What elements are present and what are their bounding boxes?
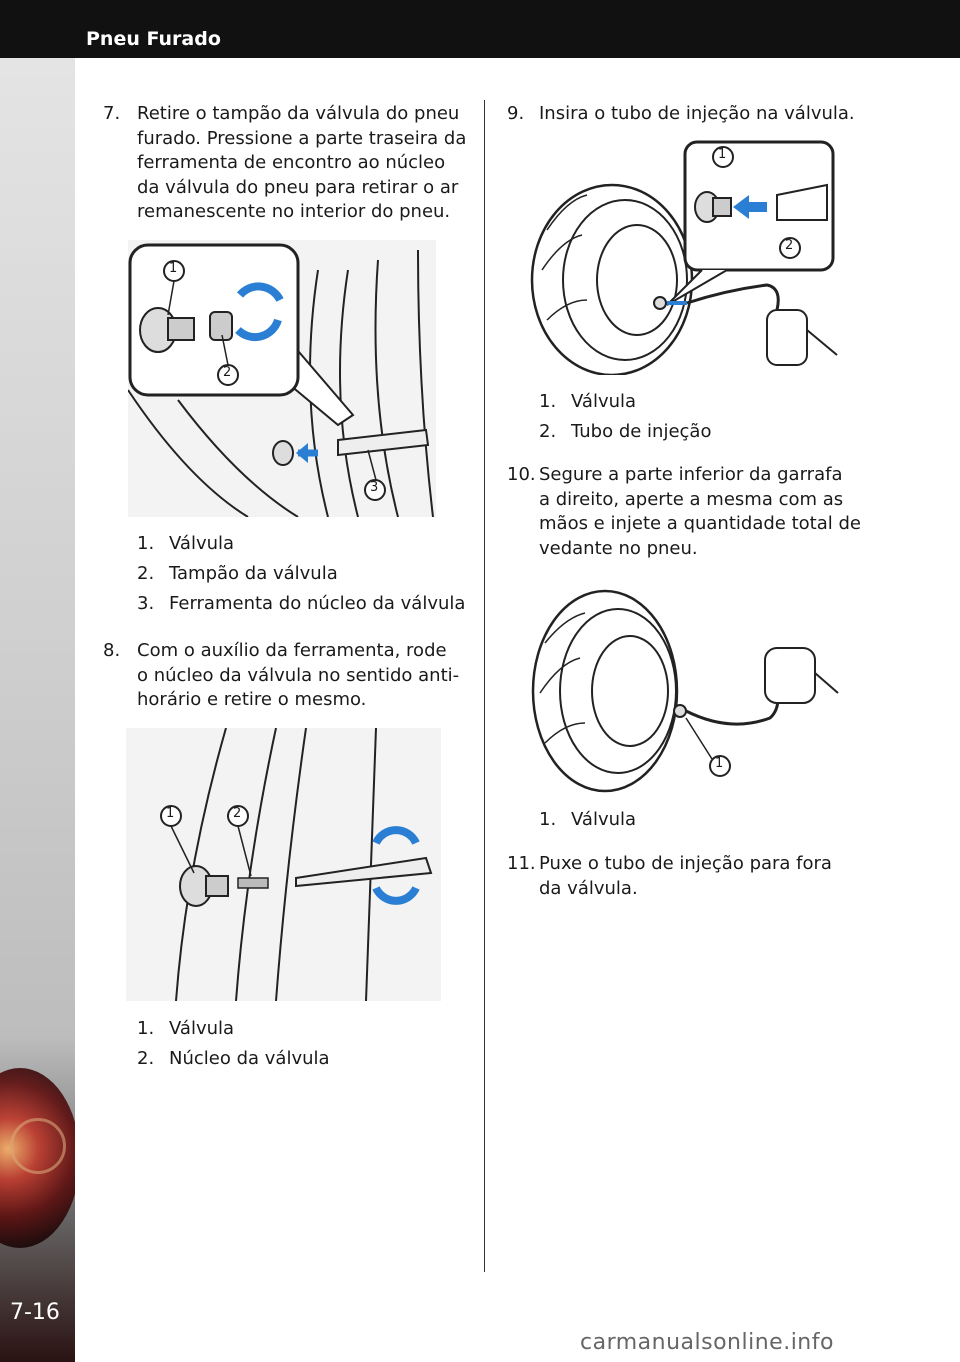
step-line: ferramenta de encontro ao núcleo: [137, 152, 446, 173]
side-decoration: [0, 58, 75, 1362]
figure-3-illustration: [527, 140, 845, 375]
callout-1: 1: [715, 756, 724, 771]
callout-2: 2: [223, 365, 232, 380]
callout-1: 1: [166, 806, 175, 821]
step-line: mãos e injete a quantidade total de: [539, 513, 861, 534]
step-line: Segure a parte inferior da garrafa: [539, 464, 843, 485]
callout-1: 1: [718, 147, 727, 162]
step-line: vedante no pneu.: [539, 537, 698, 559]
legend-figure-2: [137, 1014, 477, 1074]
legend-item: 2. Tampão da válvula: [137, 563, 338, 584]
step-line: da válvula do pneu para retirar o ar: [137, 176, 459, 198]
figure-1-illustration: [128, 240, 436, 517]
legend-figure-3: [539, 387, 919, 447]
step-number: 9.: [507, 103, 525, 124]
step-11: [507, 852, 947, 902]
callout-1: 1: [169, 261, 178, 276]
legend-item: 1. Válvula: [539, 809, 637, 830]
step-7: [103, 102, 473, 227]
step-line: Insira o tubo de injeção na válvula.: [539, 103, 855, 124]
step-number: 7.: [103, 103, 121, 124]
page-number: 7-16: [10, 1300, 60, 1325]
legend-item: 3. Ferramenta do núcleo da válvula: [137, 593, 466, 614]
step-line: horário e retire o mesmo.: [137, 689, 367, 710]
figure-inject-sealant: [530, 583, 840, 793]
legend-item: 2. Tubo de injeção: [539, 421, 712, 442]
step-number: 8.: [103, 640, 121, 661]
step-line: furado. Pressione a parte traseira da: [137, 127, 467, 149]
step-line: o núcleo da válvula no sentido anti-: [137, 664, 460, 686]
callout-3: 3: [370, 480, 379, 495]
legend-item: 1. Válvula: [137, 533, 235, 554]
callout-2: 2: [785, 238, 794, 253]
step-line: remanescente no interior do pneu.: [137, 201, 451, 222]
figure-valve-cap-removal: [128, 240, 436, 517]
step-number: 10.: [507, 464, 536, 485]
column-divider: [484, 100, 485, 1272]
step-line: a direito, aperte a mesma com as: [539, 488, 844, 510]
step-line: Retire o tampão da válvula do pneu: [137, 103, 460, 124]
header-bar: [0, 0, 960, 58]
step-number: 11.: [507, 853, 536, 874]
section-title: Pneu Furado: [86, 28, 221, 50]
figure-valve-core-removal: [126, 728, 441, 1001]
step-10: [507, 463, 947, 563]
legend-item: 1. Válvula: [539, 391, 637, 412]
step-line: da válvula.: [539, 877, 638, 899]
watermark: carmanualsonline.info: [580, 1330, 834, 1355]
figure-2-illustration: [126, 728, 441, 1001]
step-line: Puxe o tubo de injeção para fora: [539, 853, 832, 874]
legend-item: 2. Núcleo da válvula: [137, 1048, 330, 1069]
callout-2: 2: [233, 806, 242, 821]
headlamp-ring: [10, 1118, 66, 1174]
step-line: Com o auxílio da ferramenta, rode: [137, 640, 447, 661]
legend-figure-1: [137, 529, 477, 619]
step-8: [103, 639, 473, 714]
legend-figure-4: [539, 805, 919, 835]
figure-4-illustration: [530, 583, 840, 793]
figure-insert-injection-tube: [527, 140, 845, 375]
legend-item: 1. Válvula: [137, 1018, 235, 1039]
step-9: [507, 102, 947, 127]
